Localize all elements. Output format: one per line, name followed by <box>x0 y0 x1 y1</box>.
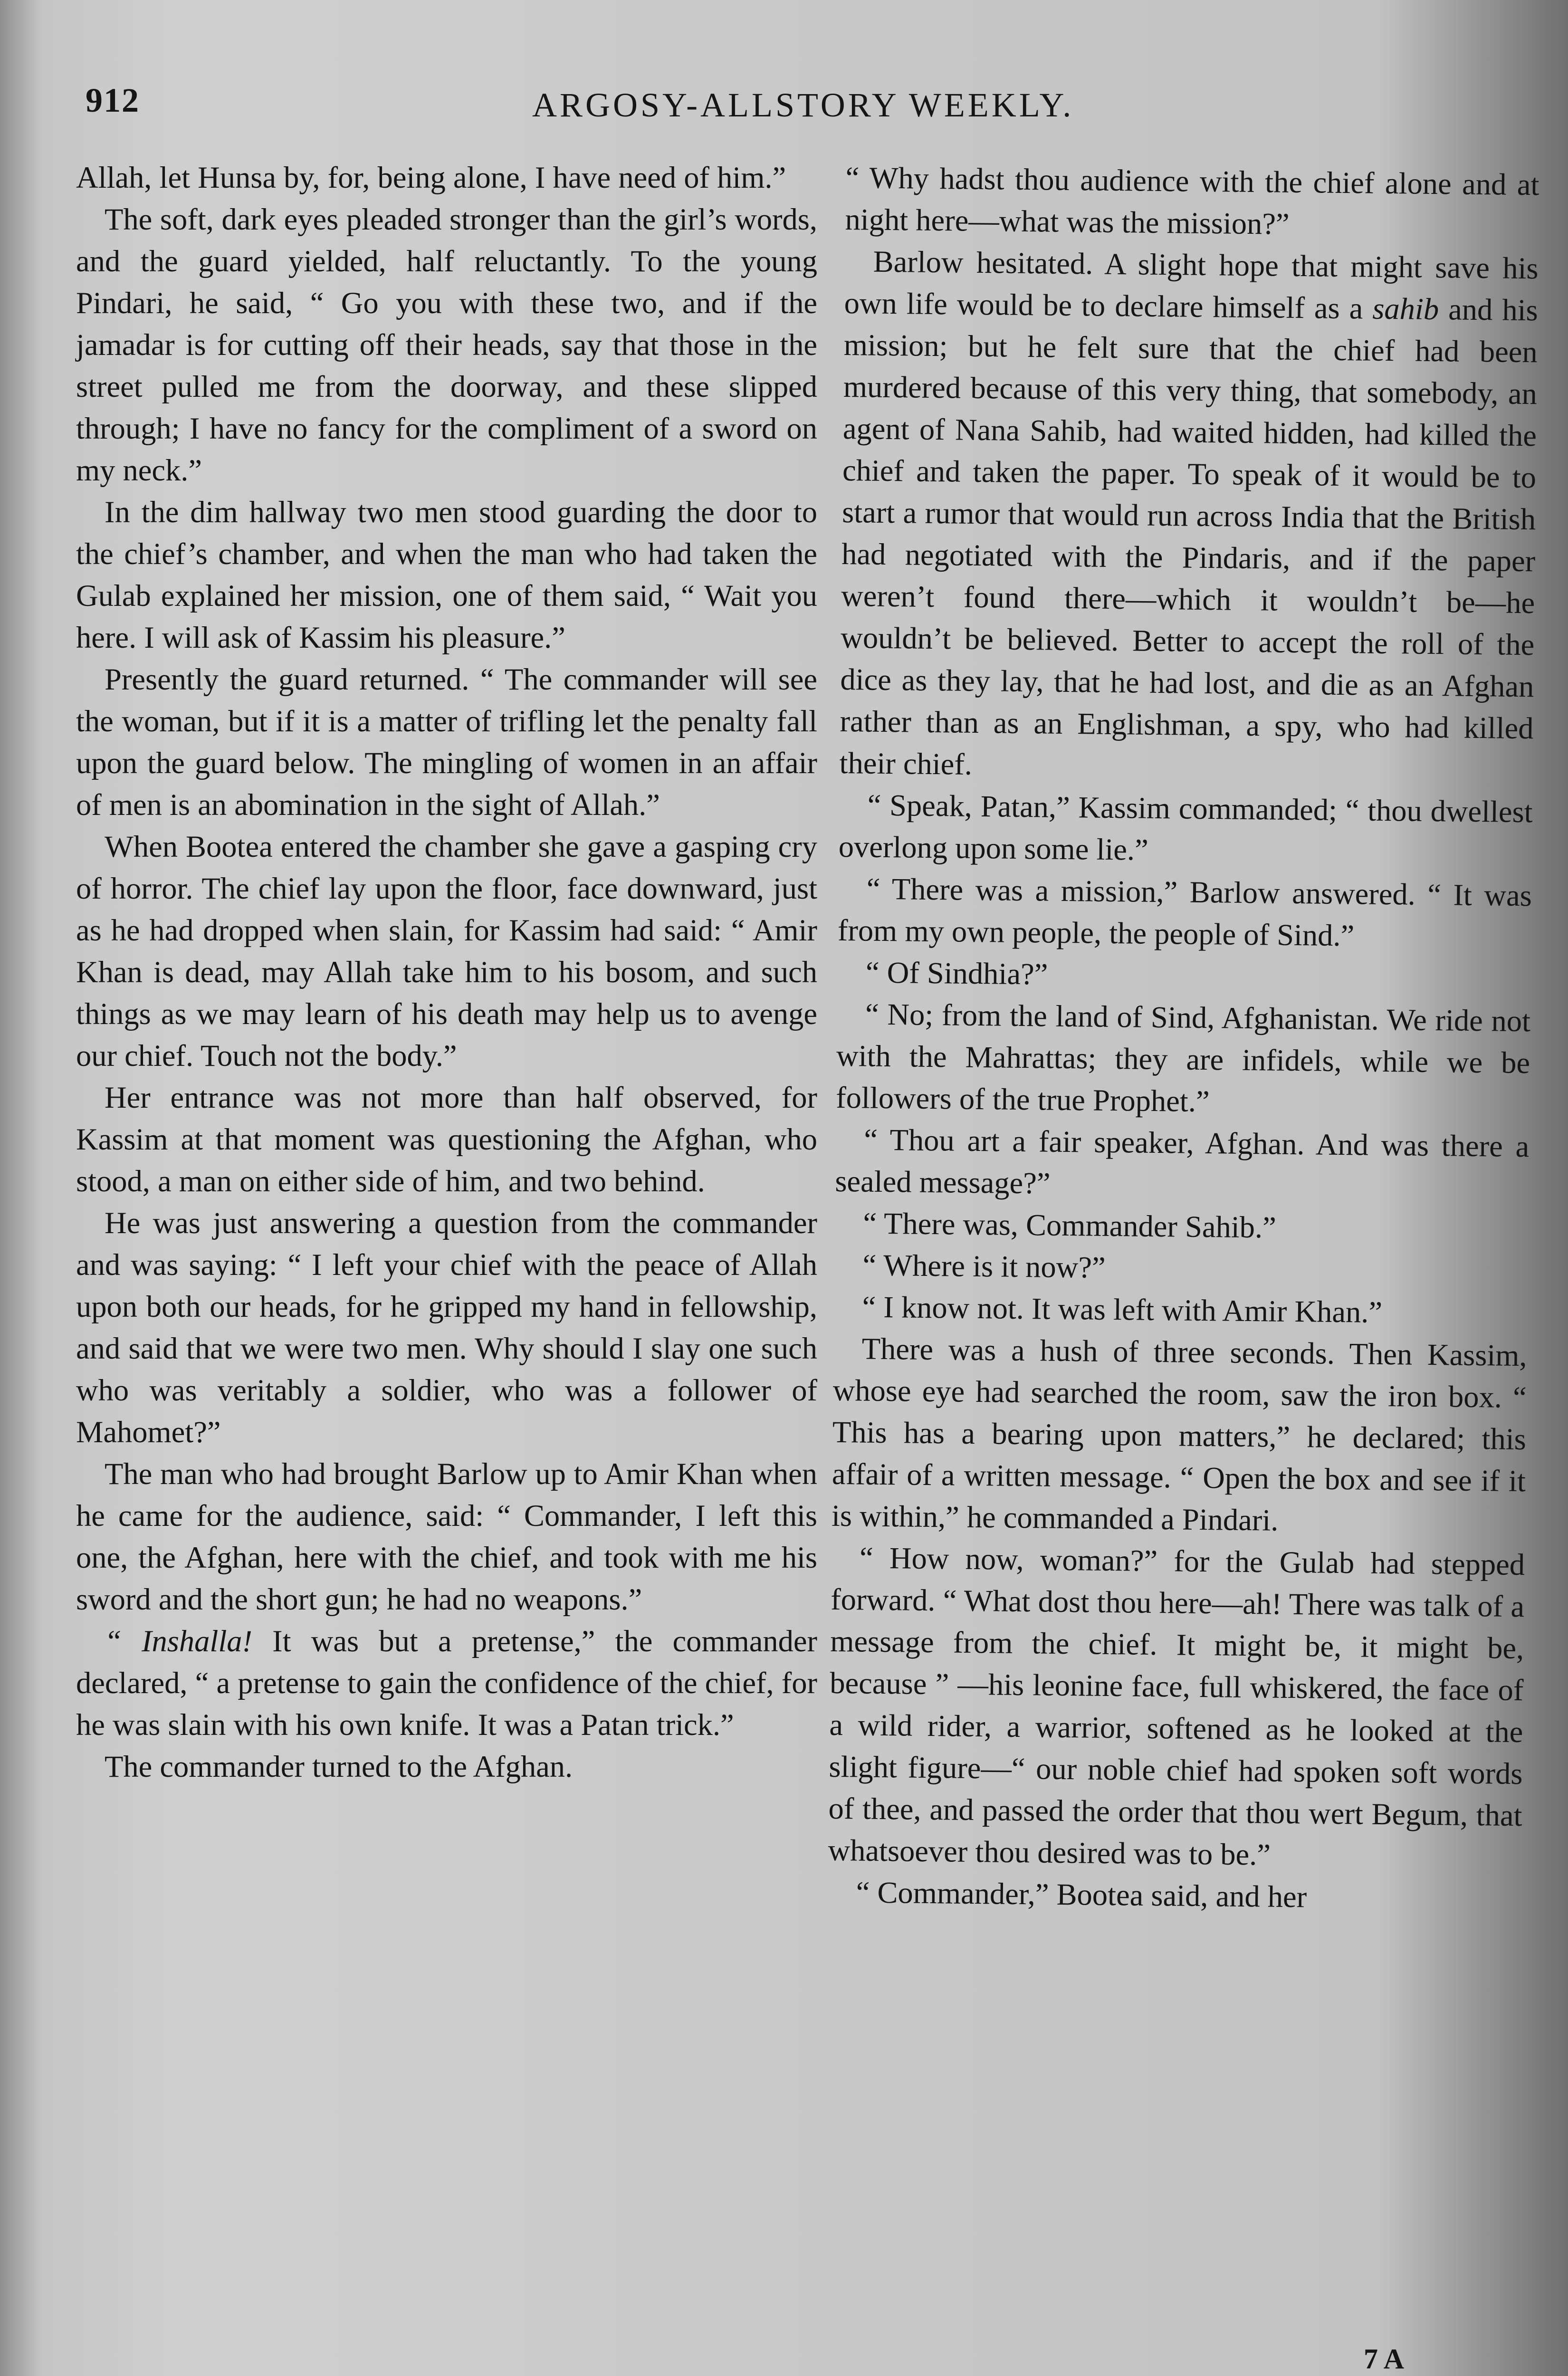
paragraph: The man who had brought Barlow up to Amir Khan when he came for the audience, said: “ Commander, I left this one, the Afghan, here with the chief, and took with me his sword and the short gun; he had no weapons.” <box>76 1457 817 1616</box>
paragraph: “ Commander,” Bootea said, and her <box>856 1875 1307 1914</box>
paragraph: Presently the guard returned. “ The commander will see the woman, but if it is a matter of trifling let the penalty fall upon the guard below. The mingling of women in an affair of men is an abomination in the sight of Allah.” <box>76 662 817 822</box>
running-header <box>86 71 1492 133</box>
paragraph: “ No; from the land of Sind, Afghanistan. We ride not with the Mahrattas; they are infidels, while we be followers of the true Prophet.” <box>835 997 1531 1119</box>
paragraph: “ Of Sindhia?” <box>865 955 1048 991</box>
paragraph: When Bootea entered the chamber she gave a gasping cry of horror. The chief lay upon the floor, face downward, just as he had dropped when slain, for Kassim had said: “ Amir Khan is dead, may Allah take him to his bosom, and such things as we may learn of his death may help us to avenge our chief. Touch not the body.” <box>76 830 817 1073</box>
paragraph: The soft, dark eyes pleaded stronger than the girl’s words, and the guard yielded, half reluctantly. To the young Pindari, he said, “ Go you with these two, and if the jamadar is for cutting off their heads, say that those in the street pulled me from the doorway, and these slipped through; I have no fancy for the compliment of a sword on my neck.” <box>76 202 817 487</box>
paragraph-text: and his mission; but he felt sure that the chief had been murdered because of this very thing, that somebody, an agent of Nana Sahib, had waited hidden, had killed the chief and taken the paper. To speak of it would be to start a rumor that would run across India that the British had negotiated with the Pindaris, and if the paper weren’t found there—which it wouldn’t be—he wouldn’t be believed. Better to accept the roll of the dice as they lay, that he had lost, and die as an Afghan rather than as an Englishman, a spy, who had killed their chief. <box>839 292 1539 781</box>
paragraph <box>76 1620 817 1746</box>
paragraph: Her entrance was not more than half observed, for Kassim at that moment was questioning the Afghan, who stood, a man on either side of him, and two behind. <box>76 1081 817 1198</box>
running-title: ARGOSY-ALLSTORY WEEKLY. <box>532 86 1074 124</box>
paragraph: In the dim hallway two men stood guarding the door to the chief’s chamber, and when the man who had taken the Gulab explained her mission, one of them said, “ Wait you here. I will ask of Kassim his pleasure.” <box>76 495 817 654</box>
paragraph-text: It was but a pretense,” the commander declared, “ a pretense to gain the confidence of the chief, for he was slain with his own knife. It was a Patan trick.” <box>76 1624 817 1742</box>
paragraph: “ Speak, Patan,” Kassim commanded; “ thou dwellest overlong upon some lie.” <box>838 788 1533 867</box>
emphasis: sahib <box>1372 291 1439 326</box>
paragraph: Allah, let Hunsa by, for, being alone, I have need of him.” <box>76 161 786 194</box>
paragraph: “ How now, woman?” for the Gulab had stepped forward. “ What dost thou here—ah! There was talk of a message from the chief. It might be, it might be, because ” —his leonine face, full whiskered, the face of a wild rider, a warrior, softened as he looked at the slight figure—“ our noble chief had spoken soft words of thee, and passed the order that thou wert Begum, that whatsoever thou desired was to be.” <box>828 1541 1525 1872</box>
paragraph: “ I know not. It was left with Amir Khan.” <box>862 1290 1383 1329</box>
paragraph: “ Thou art a fair speaker, Afghan. And was there a sealed message?” <box>835 1122 1530 1200</box>
paragraph: There was a hush of three seconds. Then Kassim, whose eye had searched the room, saw the iron box. “ This has a bearing upon matters,” he declared; this affair of a written message. “ Open the box and see if it is within,” he commanded a Pindari. <box>831 1332 1528 1537</box>
left-column <box>76 157 817 1788</box>
paragraph: “ Where is it now?” <box>862 1248 1106 1284</box>
paragraph: The commander turned to the Afghan. <box>105 1750 573 1783</box>
paragraph: “ Why hadst thou audience with the chief alone and at night here—what was the mission?” <box>845 160 1539 241</box>
paragraph: He was just answering a question from the commander and was saying: “ I left your chief with the peace of Allah upon both our heads, for he gripped my hand in fellowship, and said that we were two men. Why should I slay one such who was veritably a soldier, who was a follower of Mahomet?” <box>76 1206 817 1449</box>
paragraph-text: Barlow hesitated. A slight hope that might save his own life would be to declare himself as a <box>844 244 1539 326</box>
emphasis: “ Inshalla! <box>105 1624 252 1658</box>
right-column <box>827 157 1539 1920</box>
paragraph: “ There was a mission,” Barlow answered. “ It was from my own people, the people of Sind.” <box>837 872 1532 953</box>
page-number: 912 <box>86 81 140 119</box>
paragraph: “ There was, Commander Sahib.” <box>863 1206 1277 1245</box>
paragraph <box>839 240 1539 791</box>
signature-mark: 7 A <box>1364 2343 1405 2375</box>
